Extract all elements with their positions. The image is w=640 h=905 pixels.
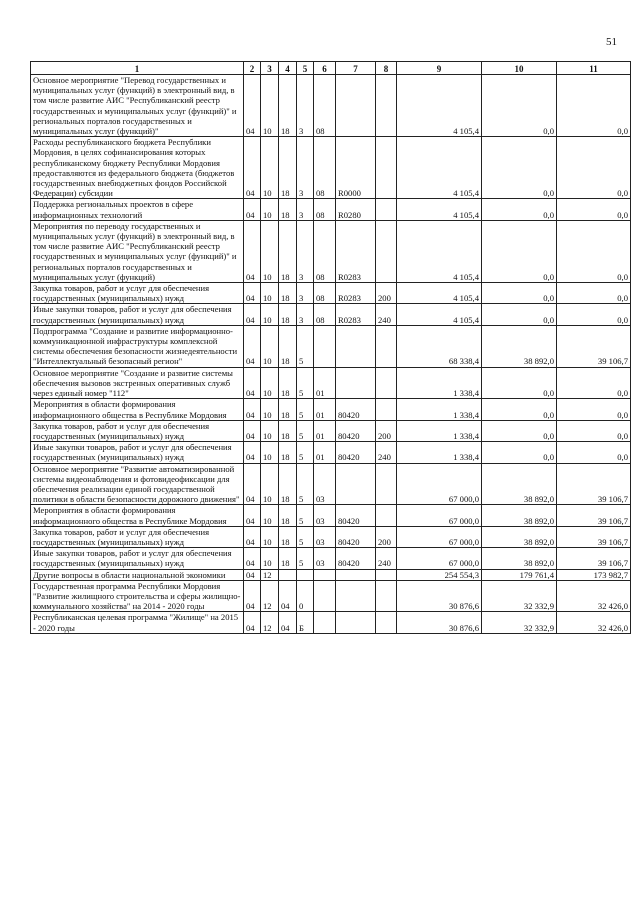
amount-year-1: 67 000,0 [397, 526, 482, 547]
amount-year-1: 1 338,4 [397, 367, 482, 399]
program-code: 18 [279, 325, 297, 367]
amount-year-2: 38 892,0 [482, 548, 557, 569]
amount-year-1: 4 105,4 [397, 199, 482, 220]
header-cell: 1 [31, 62, 244, 75]
activity-code [314, 612, 336, 633]
amount-year-3: 0,0 [557, 75, 631, 137]
expense-type-code: 200 [376, 420, 397, 441]
expense-type-code [376, 612, 397, 633]
program-code: 18 [279, 283, 297, 304]
direction-code [336, 325, 376, 367]
subsection-code: 10 [261, 283, 279, 304]
row-description: Закупка товаров, работ и услуг для обеспечения государственных (муниципальных) нужд [31, 420, 244, 441]
row-description: Мероприятия в области формирования информационного общества в Республике Мордовия [31, 399, 244, 420]
activity-code: 03 [314, 548, 336, 569]
subsection-code: 12 [261, 580, 279, 612]
expense-type-code: 200 [376, 526, 397, 547]
row-description: Другие вопросы в области национальной экономики [31, 569, 244, 580]
amount-year-1: 1 338,4 [397, 442, 482, 463]
direction-code: R0000 [336, 137, 376, 199]
activity-code: 08 [314, 283, 336, 304]
row-description: Подпрограмма "Создание и развитие информационно-коммуникационной инфраструктуры комплексной системы обеспечения безопасности жизнедеятельности "Интеллектуальный безопасный регион" [31, 325, 244, 367]
amount-year-3: 39 106,7 [557, 463, 631, 505]
amount-year-3: 0,0 [557, 220, 631, 282]
row-description: Государственная программа Республики Мордовия "Развитие жилищного строительства и сферы жилищно-коммунального хозяйства" на 2014 - 2020 годы [31, 580, 244, 612]
subprogram-code: 5 [297, 505, 314, 526]
row-description: Закупка товаров, работ и услуг для обеспечения государственных (муниципальных) нужд [31, 526, 244, 547]
row-description: Основное мероприятие "Создание и развитие системы обеспечения вызовов экстренных оперативных служб через единый номер "112" [31, 367, 244, 399]
row-description: Иные закупки товаров, работ и услуг для обеспечения государственных (муниципальных) нужд [31, 548, 244, 569]
subsection-code: 10 [261, 420, 279, 441]
table-row [31, 399, 631, 420]
amount-year-2: 0,0 [482, 137, 557, 199]
amount-year-1: 67 000,0 [397, 548, 482, 569]
expense-type-code [376, 137, 397, 199]
row-description: Поддержка региональных проектов в сфере информационных технологий [31, 199, 244, 220]
section-code: 04 [244, 325, 261, 367]
amount-year-2: 179 761,4 [482, 569, 557, 580]
header-cell: 5 [297, 62, 314, 75]
program-code: 18 [279, 304, 297, 325]
section-code: 04 [244, 399, 261, 420]
section-code: 04 [244, 367, 261, 399]
table-row [31, 137, 631, 199]
amount-year-2: 0,0 [482, 420, 557, 441]
subsection-code: 10 [261, 442, 279, 463]
section-code: 04 [244, 220, 261, 282]
program-code: 18 [279, 199, 297, 220]
amount-year-3: 0,0 [557, 442, 631, 463]
subsection-code: 10 [261, 463, 279, 505]
expense-type-code [376, 367, 397, 399]
table-row [31, 580, 631, 612]
subprogram-code: 5 [297, 367, 314, 399]
amount-year-1: 30 876,6 [397, 580, 482, 612]
subprogram-code: 5 [297, 442, 314, 463]
subsection-code: 10 [261, 199, 279, 220]
direction-code: 80420 [336, 442, 376, 463]
amount-year-2: 0,0 [482, 399, 557, 420]
amount-year-3: 39 106,7 [557, 548, 631, 569]
subsection-code: 12 [261, 569, 279, 580]
row-description: Республиканская целевая программа "Жилище" на 2015 - 2020 годы [31, 612, 244, 633]
subsection-code: 10 [261, 367, 279, 399]
amount-year-2: 38 892,0 [482, 463, 557, 505]
direction-code: 80420 [336, 420, 376, 441]
program-code: 18 [279, 399, 297, 420]
direction-code: R0283 [336, 304, 376, 325]
section-code: 04 [244, 304, 261, 325]
direction-code [336, 75, 376, 137]
amount-year-2: 0,0 [482, 199, 557, 220]
subprogram-code: 5 [297, 463, 314, 505]
section-code: 04 [244, 199, 261, 220]
program-code: 18 [279, 220, 297, 282]
amount-year-3: 32 426,0 [557, 612, 631, 633]
amount-year-2: 0,0 [482, 75, 557, 137]
activity-code: 08 [314, 304, 336, 325]
section-code: 04 [244, 580, 261, 612]
table-row [31, 325, 631, 367]
amount-year-3: 0,0 [557, 399, 631, 420]
header-cell: 10 [482, 62, 557, 75]
amount-year-2: 38 892,0 [482, 526, 557, 547]
section-code: 04 [244, 283, 261, 304]
table-row [31, 199, 631, 220]
direction-code [336, 463, 376, 505]
section-code: 04 [244, 526, 261, 547]
amount-year-2: 0,0 [482, 442, 557, 463]
direction-code: R0283 [336, 283, 376, 304]
subprogram-code: 5 [297, 325, 314, 367]
header-cell: 9 [397, 62, 482, 75]
header-cell: 8 [376, 62, 397, 75]
section-code: 04 [244, 569, 261, 580]
section-code: 04 [244, 612, 261, 633]
amount-year-3: 0,0 [557, 199, 631, 220]
activity-code: 03 [314, 505, 336, 526]
program-code: 18 [279, 526, 297, 547]
table-row [31, 526, 631, 547]
direction-code [336, 569, 376, 580]
section-code: 04 [244, 420, 261, 441]
expense-type-code: 200 [376, 283, 397, 304]
row-description: Мероприятия в области формирования информационного общества в Республике Мордовия [31, 505, 244, 526]
header-row [31, 62, 631, 75]
direction-code [336, 367, 376, 399]
section-code: 04 [244, 137, 261, 199]
header-cell: 11 [557, 62, 631, 75]
amount-year-2: 0,0 [482, 304, 557, 325]
amount-year-1: 4 105,4 [397, 75, 482, 137]
row-description: Иные закупки товаров, работ и услуг для обеспечения государственных (муниципальных) нужд [31, 304, 244, 325]
section-code: 04 [244, 548, 261, 569]
expense-type-code [376, 399, 397, 420]
subprogram-code: 5 [297, 526, 314, 547]
activity-code: 01 [314, 399, 336, 420]
amount-year-3: 0,0 [557, 283, 631, 304]
header-cell: 7 [336, 62, 376, 75]
expense-type-code [376, 220, 397, 282]
direction-code: 80420 [336, 505, 376, 526]
activity-code: 01 [314, 442, 336, 463]
activity-code: 03 [314, 463, 336, 505]
subprogram-code: 3 [297, 75, 314, 137]
header-cell: 6 [314, 62, 336, 75]
activity-code [314, 325, 336, 367]
amount-year-1: 68 338,4 [397, 325, 482, 367]
expense-type-code [376, 505, 397, 526]
table-row [31, 220, 631, 282]
amount-year-3: 39 106,7 [557, 325, 631, 367]
subsection-code: 10 [261, 526, 279, 547]
amount-year-3: 39 106,7 [557, 526, 631, 547]
subprogram-code: 3 [297, 304, 314, 325]
expense-type-code [376, 75, 397, 137]
amount-year-2: 0,0 [482, 367, 557, 399]
table-row [31, 442, 631, 463]
subprogram-code: Б [297, 612, 314, 633]
amount-year-2: 38 892,0 [482, 325, 557, 367]
section-code: 04 [244, 505, 261, 526]
amount-year-1: 4 105,4 [397, 137, 482, 199]
section-code: 04 [244, 75, 261, 137]
row-description: Расходы республиканского бюджета Республики Мордовия, в целях софинансирования которых республиканскому бюджету Республики Мордовия предоставляются из федерального бюджета (бюджетов государственных внебюджетных фондов Российской Федерации) субсидии [31, 137, 244, 199]
table-row [31, 569, 631, 580]
amount-year-1: 4 105,4 [397, 304, 482, 325]
direction-code: 80420 [336, 399, 376, 420]
amount-year-2: 38 892,0 [482, 505, 557, 526]
expense-type-code [376, 199, 397, 220]
row-description: Иные закупки товаров, работ и услуг для обеспечения государственных (муниципальных) нужд [31, 442, 244, 463]
table-row [31, 283, 631, 304]
direction-code: R0280 [336, 199, 376, 220]
program-code: 18 [279, 442, 297, 463]
header-cell: 2 [244, 62, 261, 75]
amount-year-3: 0,0 [557, 420, 631, 441]
amount-year-3: 0,0 [557, 304, 631, 325]
amount-year-1: 1 338,4 [397, 420, 482, 441]
expense-type-code [376, 463, 397, 505]
section-code: 04 [244, 442, 261, 463]
amount-year-1: 4 105,4 [397, 283, 482, 304]
amount-year-3: 0,0 [557, 137, 631, 199]
activity-code: 01 [314, 367, 336, 399]
activity-code [314, 580, 336, 612]
program-code: 04 [279, 612, 297, 633]
activity-code: 08 [314, 220, 336, 282]
expense-type-code [376, 569, 397, 580]
program-code [279, 569, 297, 580]
direction-code [336, 612, 376, 633]
program-code: 18 [279, 420, 297, 441]
page-number: 51 [606, 36, 617, 48]
program-code: 18 [279, 505, 297, 526]
activity-code: 03 [314, 526, 336, 547]
subprogram-code: 0 [297, 580, 314, 612]
program-code: 18 [279, 367, 297, 399]
subsection-code: 10 [261, 548, 279, 569]
amount-year-2: 32 332,9 [482, 580, 557, 612]
table-row [31, 463, 631, 505]
amount-year-3: 0,0 [557, 367, 631, 399]
row-description: Основное мероприятие "Развитие автоматизированной системы видеонаблюдения и фотовидеофиксации для обеспечения реализации единой государственной политики в области безопасности дорожного движения" [31, 463, 244, 505]
program-code: 18 [279, 137, 297, 199]
subsection-code: 10 [261, 220, 279, 282]
budget-table [30, 61, 631, 634]
table-row [31, 612, 631, 633]
amount-year-2: 0,0 [482, 220, 557, 282]
direction-code: 80420 [336, 548, 376, 569]
amount-year-2: 0,0 [482, 283, 557, 304]
subprogram-code: 3 [297, 137, 314, 199]
table-row [31, 367, 631, 399]
expense-type-code [376, 325, 397, 367]
amount-year-1: 1 338,4 [397, 399, 482, 420]
expense-type-code: 240 [376, 548, 397, 569]
subprogram-code: 5 [297, 399, 314, 420]
program-code: 18 [279, 463, 297, 505]
amount-year-3: 39 106,7 [557, 505, 631, 526]
subsection-code: 10 [261, 75, 279, 137]
direction-code [336, 580, 376, 612]
header-cell: 4 [279, 62, 297, 75]
direction-code: 80420 [336, 526, 376, 547]
table-row [31, 420, 631, 441]
amount-year-1: 67 000,0 [397, 463, 482, 505]
amount-year-1: 4 105,4 [397, 220, 482, 282]
amount-year-3: 32 426,0 [557, 580, 631, 612]
direction-code: R0283 [336, 220, 376, 282]
subsection-code: 10 [261, 304, 279, 325]
section-code: 04 [244, 463, 261, 505]
subprogram-code: 3 [297, 220, 314, 282]
activity-code: 08 [314, 75, 336, 137]
amount-year-1: 67 000,0 [397, 505, 482, 526]
table-row [31, 75, 631, 137]
expense-type-code [376, 580, 397, 612]
activity-code: 08 [314, 137, 336, 199]
table-row [31, 505, 631, 526]
activity-code: 01 [314, 420, 336, 441]
program-code: 04 [279, 580, 297, 612]
subprogram-code: 5 [297, 548, 314, 569]
subprogram-code [297, 569, 314, 580]
subsection-code: 10 [261, 137, 279, 199]
amount-year-2: 32 332,9 [482, 612, 557, 633]
table-row [31, 304, 631, 325]
table-row [31, 548, 631, 569]
subsection-code: 12 [261, 612, 279, 633]
amount-year-1: 30 876,6 [397, 612, 482, 633]
subsection-code: 10 [261, 399, 279, 420]
program-code: 18 [279, 548, 297, 569]
row-description: Основное мероприятие "Перевод государственных и муниципальных услуг (функций) в электронный вид, в том числе развитие АИС "Республиканский реестр государственных и муниципальных услуг (функций)" и региональных порталов государственных и муниципальных услуг (функций)" [31, 75, 244, 137]
activity-code: 08 [314, 199, 336, 220]
expense-type-code: 240 [376, 442, 397, 463]
subsection-code: 10 [261, 505, 279, 526]
amount-year-3: 173 982,7 [557, 569, 631, 580]
activity-code [314, 569, 336, 580]
expense-type-code: 240 [376, 304, 397, 325]
program-code: 18 [279, 75, 297, 137]
row-description: Мероприятия по переводу государственных и муниципальных услуг (функций) в электронный вид, в том числе развитие АИС "Республиканский реестр государственных и муниципальных услуг (функций)" и региональных порталов государственных и муниципальных услуг (функций) [31, 220, 244, 282]
subprogram-code: 3 [297, 199, 314, 220]
row-description: Закупка товаров, работ и услуг для обеспечения государственных (муниципальных) нужд [31, 283, 244, 304]
subprogram-code: 3 [297, 283, 314, 304]
subprogram-code: 5 [297, 420, 314, 441]
header-cell: 3 [261, 62, 279, 75]
amount-year-1: 254 554,3 [397, 569, 482, 580]
subsection-code: 10 [261, 325, 279, 367]
